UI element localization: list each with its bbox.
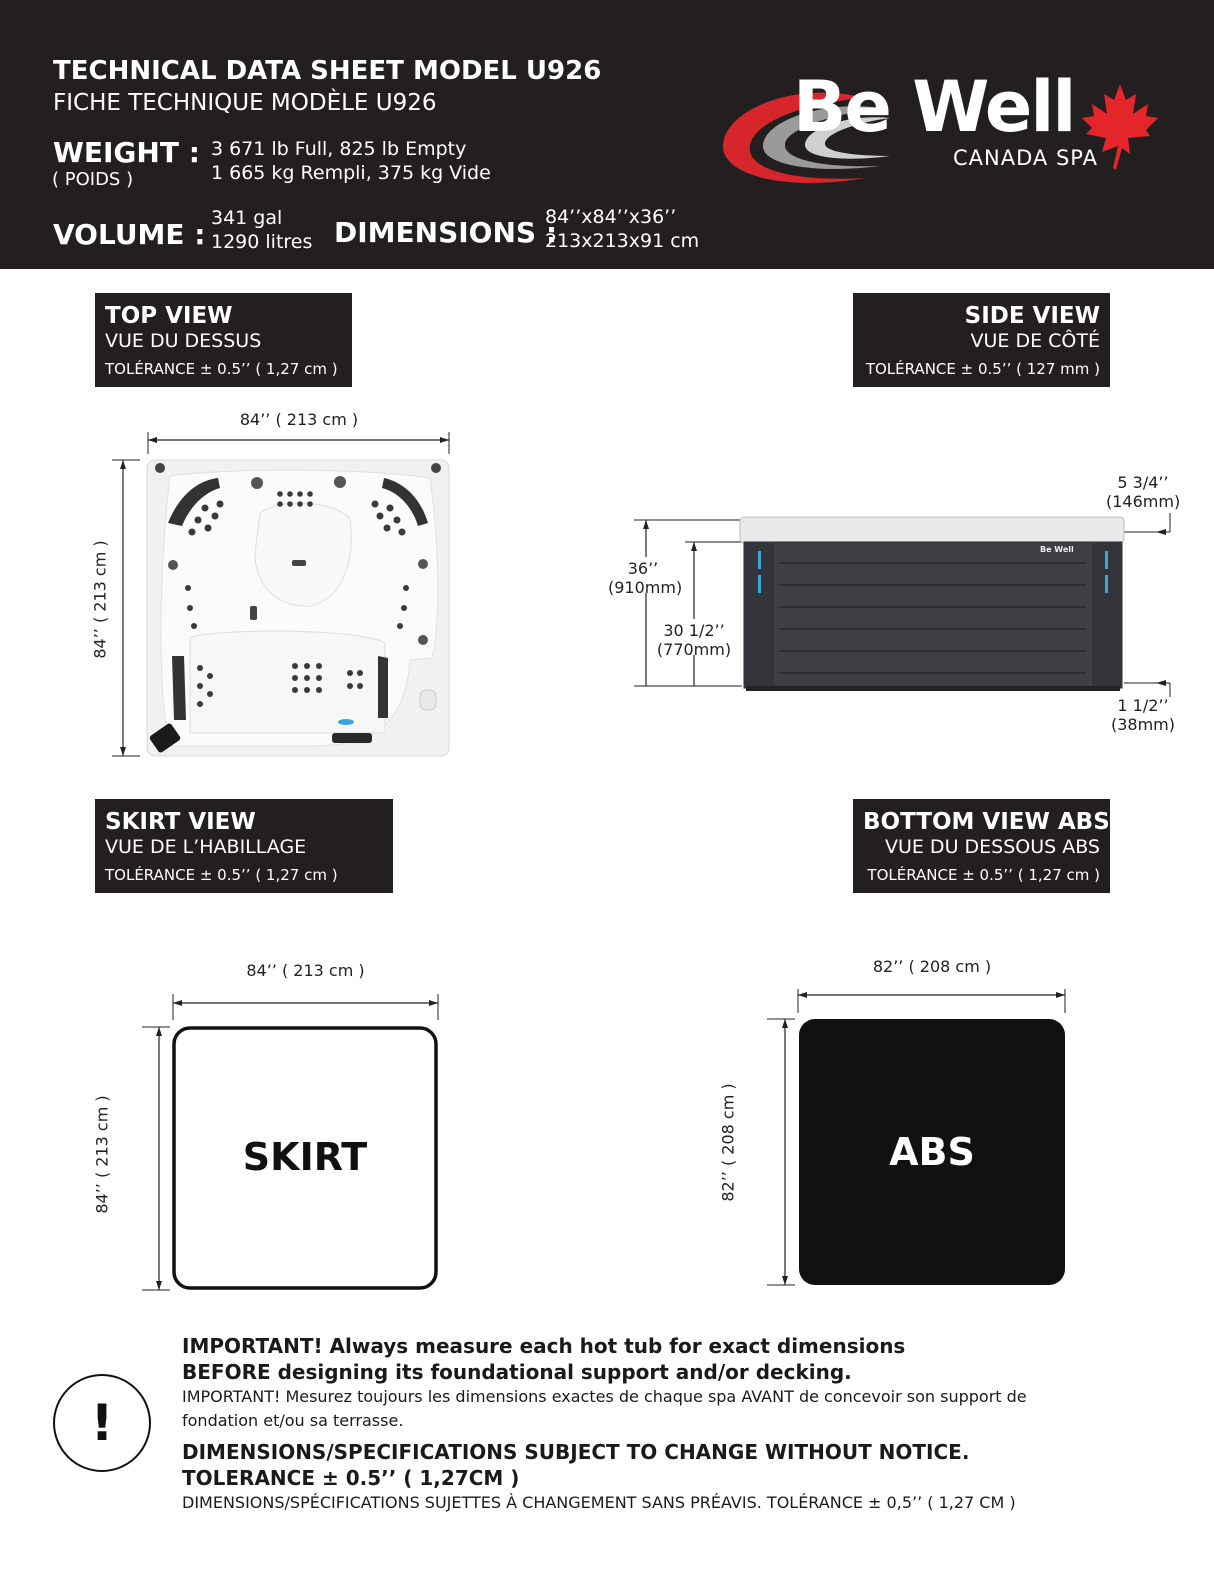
notice-block [182, 1333, 1072, 1515]
side-total-height-mm: (910mm) [608, 578, 683, 597]
top-view-tolerance: TOLÉRANCE ± 0.5’’ ( 1,27 cm ) [105, 360, 338, 378]
volume-label: VOLUME : [53, 218, 206, 251]
side-base-thickness-mm: (38mm) [1110, 715, 1175, 734]
side-top-thickness-mm: (146mm) [1106, 492, 1181, 511]
side-panel-badge: Be Well [1040, 545, 1074, 554]
bottom-view-tolerance: TOLÉRANCE ± 0.5’’ ( 1,27 cm ) [867, 866, 1100, 884]
side-view-title: SIDE VIEW [964, 303, 1100, 329]
volume-line-gal: 341 gal [211, 207, 283, 229]
abs-height-label: 82’’ ( 208 cm ) [718, 1083, 738, 1202]
notice-line-5: TOLERANCE ± 0.5’’ ( 1,27CM ) [182, 1466, 520, 1490]
weight-line-imperial: 3 671 lb Full, 825 lb Empty [211, 138, 467, 160]
side-base-thickness [1108, 696, 1178, 734]
side-top-thickness-in: 5 3/4’’ [1117, 473, 1169, 492]
side-total-height-in: 36’’ [627, 559, 659, 578]
top-view-height-label: 84’’ ( 213 cm ) [90, 540, 110, 659]
weight-label-fr: ( POIDS ) [52, 169, 134, 190]
side-base-thickness-in: 1 1/2’’ [1117, 696, 1169, 715]
side-view-tolerance: TOLÉRANCE ± 0.5’’ ( 127 mm ) [865, 360, 1100, 378]
notice-line-2: BEFORE designing its foundational support and/or decking. [182, 1360, 852, 1384]
notice-line-1: IMPORTANT! Always measure each hot tub for exact dimensions [182, 1334, 906, 1358]
weight-label: WEIGHT : [53, 136, 200, 169]
skirt-view-title: SKIRT VIEW [105, 809, 256, 835]
abs-shape-label: ABS [889, 1130, 975, 1174]
bottom-view-header [853, 799, 1110, 893]
sheet-title: TECHNICAL DATA SHEET MODEL U926 [53, 56, 602, 86]
header-banner [0, 0, 1214, 269]
skirt-width-label: 84’’ ( 213 cm ) [246, 961, 365, 980]
notice-line-3-fr: IMPORTANT! Mesurez toujours les dimensions exactes de chaque spa AVANT de concevoir son support de fondation et/ou sa terrasse. [182, 1387, 1027, 1430]
side-view-header [853, 293, 1110, 387]
skirt-shape-label: SKIRT [242, 1135, 368, 1179]
side-view-drawing [630, 505, 1180, 700]
volume-line-litres: 1290 litres [211, 231, 313, 253]
top-view-title: TOP VIEW [105, 303, 233, 329]
weight-line-metric: 1 665 kg Rempli, 375 kg Vide [211, 162, 491, 184]
dimensions-line-cm: 213x213x91 cm [545, 230, 700, 252]
skirt-view-title-fr: VUE DE L’HABILLAGE [105, 836, 307, 858]
abs-width-label: 82’’ ( 208 cm ) [872, 957, 992, 976]
notice-line-4: DIMENSIONS/SPECIFICATIONS SUBJECT TO CHANGE WITHOUT NOTICE. [182, 1440, 970, 1464]
side-view-title-fr: VUE DE CÔTÉ [970, 330, 1100, 352]
dimensions-line-inches: 84’’x84’’x36’’ [545, 206, 677, 228]
side-panel-height-in: 30 1/2’’ [663, 621, 725, 640]
bottom-view-title-fr: VUE DU DESSOUS ABS [884, 836, 1100, 858]
exclamation-glyph: ! [90, 1394, 114, 1452]
skirt-view-header [95, 799, 393, 893]
maple-leaf-icon [1080, 82, 1160, 172]
warning-icon [53, 1374, 151, 1472]
top-view-header [95, 293, 352, 387]
logo-tagline: CANADA SPA [953, 146, 1098, 170]
dimensions-values [545, 205, 699, 253]
notice-line-6-fr: DIMENSIONS/SPÉCIFICATIONS SUJETTES À CHANGEMENT SANS PRÉAVIS. TOLÉRANCE ± 0,5’’ ( 1,27 CM ) [182, 1493, 1016, 1512]
weight-values [211, 137, 491, 185]
logo-brand-text: Be Well [793, 66, 1075, 148]
top-view-drawing [110, 428, 460, 768]
dimensions-label: DIMENSIONS : [334, 216, 558, 249]
sheet-subtitle: FICHE TECHNIQUE MODÈLE U926 [53, 90, 437, 116]
volume-values [211, 206, 312, 254]
side-panel-height-mm: (770mm) [656, 640, 732, 659]
skirt-height-label: 84’’ ( 213 cm ) [92, 1095, 112, 1214]
bottom-view-title: BOTTOM VIEW ABS [863, 809, 1110, 835]
skirt-view-tolerance: TOLÉRANCE ± 0.5’’ ( 1,27 cm ) [105, 866, 338, 884]
top-view-width-label: 84’’ ( 213 cm ) [239, 410, 359, 429]
top-view-title-fr: VUE DU DESSUS [105, 330, 262, 352]
brand-logo [715, 66, 1175, 200]
